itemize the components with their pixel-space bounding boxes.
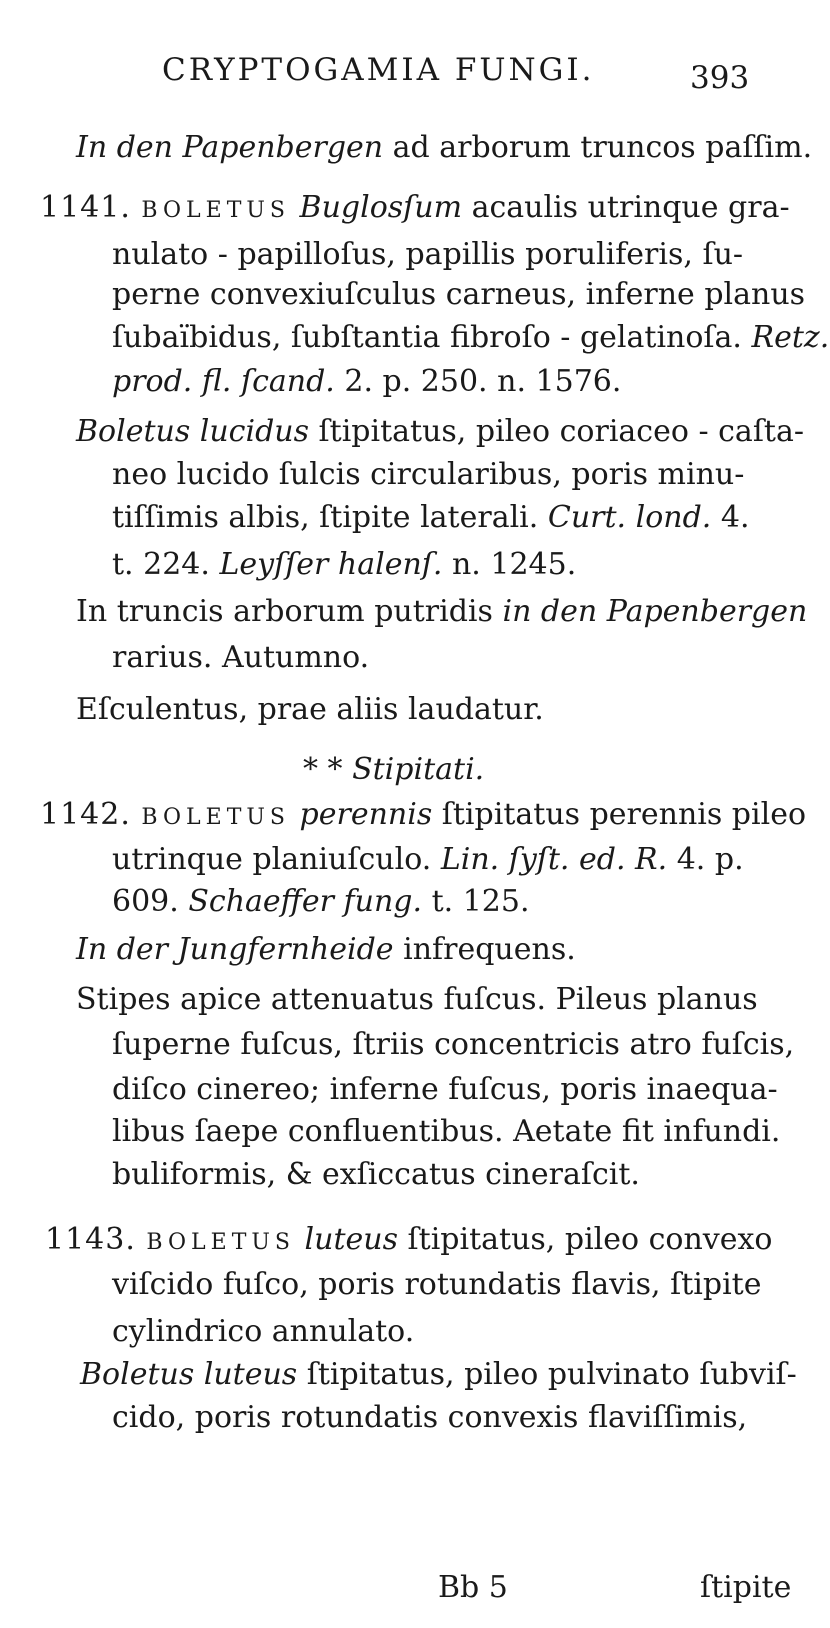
text-run: 4. [711, 500, 750, 535]
text-run: infrequens. [393, 932, 576, 967]
italic-text: Retz. [751, 320, 830, 355]
text-line [76, 128, 812, 168]
text-run: ad arborum truncos paſſim. [383, 130, 813, 165]
text-run: 4. p. [667, 842, 744, 877]
text-line [112, 1025, 794, 1065]
text-run: nulato - papilloſus, papillis poruliferis, ſu- [112, 237, 744, 272]
text-run: ſtipitatus, pileo pulvinato ſubviſ- [297, 1357, 797, 1392]
italic-text: Stipitati. [352, 752, 485, 787]
italic-text: luteus [304, 1222, 398, 1257]
text-line [112, 318, 829, 358]
text-run: ſubaïbidus, ſubſtantia fibroſo - gelatinoſa. [112, 320, 752, 355]
italic-text: Leyſſer halenſ. [219, 547, 443, 582]
text-run: tiſſimis albis, ſtipite laterali. [112, 500, 548, 535]
text-line [112, 362, 621, 402]
text-run: * * [303, 752, 353, 787]
text-run: 609. [112, 884, 189, 919]
text-run: diſco cinereo; inferne fuſcus, poris inaequa- [112, 1072, 778, 1107]
page-number: 393 [690, 60, 750, 96]
text-run: ſtipitatus perennis pileo [432, 797, 807, 832]
genus-name: BOLETUS [141, 198, 290, 223]
text-line [112, 1312, 414, 1352]
text-run: utrinque planiuſculo. [112, 842, 441, 877]
text-line [76, 412, 804, 452]
genus-name: BOLETUS [141, 805, 290, 830]
italic-text: Boletus luteus [80, 1357, 298, 1392]
text-run: cido, poris rotundatis convexis flaviſſimis, [112, 1400, 748, 1435]
running-title: CRYPTOGAMIA FUNGI. [162, 52, 595, 88]
text-line [76, 592, 807, 632]
italic-text: In der Jungfernheide [76, 932, 394, 967]
entry-number: 1143. [45, 1222, 147, 1257]
entry-number: 1142. [40, 797, 142, 832]
text-line [112, 235, 743, 275]
text-line [112, 545, 576, 585]
italic-text: Schaeffer fung. [188, 884, 423, 919]
text-run: t. 125. [422, 884, 530, 919]
text-run: ſuperne fuſcus, ſtriis concentricis atro fuſcis, [112, 1027, 795, 1062]
entry-1141-line [40, 188, 790, 231]
text-line [112, 638, 369, 678]
text-run: rarius. Autumno. [112, 640, 370, 675]
italic-text: perennis [299, 797, 433, 832]
italic-text: Boletus lucidus [76, 414, 309, 449]
running-head [0, 52, 830, 102]
text-line [112, 455, 744, 495]
text-line [112, 882, 530, 922]
signature-mark: Bb 5 [438, 1570, 508, 1605]
text-line [112, 1112, 780, 1152]
italic-text: Lin. ſyſt. ed. R. [440, 842, 668, 877]
text-run: neo lucido ſulcis circularibus, poris minu- [112, 457, 745, 492]
text-line [112, 1070, 778, 1110]
text-line [76, 930, 576, 970]
genus-name: BOLETUS [146, 1230, 295, 1255]
text-run: libus ſaepe confluentibus. Aetate fit infundi. [112, 1114, 781, 1149]
text-line [112, 1155, 640, 1195]
text-run: perne convexiuſculus carneus, inferne planus [112, 277, 806, 312]
text-line [112, 275, 805, 315]
italic-text: In den Papenbergen [76, 130, 384, 165]
entry-number: 1141. [40, 190, 142, 225]
text-run: In truncis arborum putridis [76, 594, 503, 629]
italic-text: Curt. lond. [547, 500, 712, 535]
text-line [112, 498, 750, 538]
italic-text: in den Papenbergen [502, 594, 808, 629]
text-run: ſtipitatus, pileo convexo [398, 1222, 773, 1257]
entry-1143-line [45, 1220, 773, 1263]
text-run [290, 190, 300, 225]
text-line [76, 980, 758, 1020]
text-line [112, 1398, 747, 1438]
entry-1142-line [40, 795, 806, 838]
catchword: ſtipite [700, 1570, 792, 1605]
text-run: 2. p. 250. n. 1576. [334, 364, 622, 399]
italic-text: prod. fl. ſcand. [112, 364, 335, 399]
text-run: viſcido fuſco, poris rotundatis flavis, ſtipite [112, 1267, 762, 1302]
text-line [112, 1265, 761, 1305]
text-line [80, 1355, 797, 1395]
text-run: acaulis utrinque gra- [462, 190, 790, 225]
italic-text: Buglosſum [299, 190, 463, 225]
text-run: buliformis, & exſiccatus cineraſcit. [112, 1157, 640, 1192]
text-run: ſtipitatus, pileo coriaceo - caſta- [309, 414, 804, 449]
text-line [76, 690, 544, 730]
section-heading [303, 750, 484, 790]
text-run: cylindrico annulato. [112, 1314, 415, 1349]
text-run [290, 797, 300, 832]
text-run: t. 224. [112, 547, 220, 582]
text-run: n. 1245. [442, 547, 577, 582]
text-run: Eſculentus, prae aliis laudatur. [76, 692, 544, 727]
text-run: Stipes apice attenuatus fuſcus. Pileus planus [76, 982, 758, 1017]
text-run [295, 1222, 305, 1257]
text-line [112, 840, 744, 880]
